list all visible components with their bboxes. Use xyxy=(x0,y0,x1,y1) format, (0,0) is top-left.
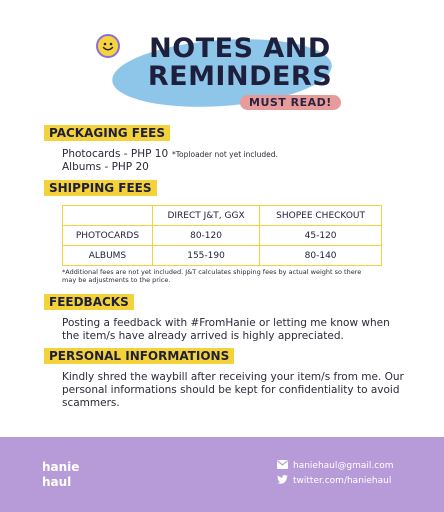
table-cell: 80-140 xyxy=(260,246,382,266)
shipping-note xyxy=(62,268,402,284)
mail-icon xyxy=(277,460,288,472)
brand-line-2: haul xyxy=(42,475,72,489)
brand-logo-text xyxy=(42,460,79,490)
table-header-cell: SHOPEE CHECKOUT xyxy=(260,206,382,226)
table-header-cell: DIRECT J&T, GGX xyxy=(152,206,259,226)
table-cell: 45-120 xyxy=(260,226,382,246)
table-row xyxy=(63,226,382,246)
table-header-row xyxy=(63,206,382,226)
packaging-photocards: Photocards - PHP 10 xyxy=(62,148,169,160)
table-row xyxy=(63,246,382,266)
table-cell: 155-190 xyxy=(152,246,259,266)
table-cell: PHOTOCARDS xyxy=(63,226,153,246)
personal-line-3: scammers. xyxy=(62,397,120,409)
brand-line-1: hanie xyxy=(42,460,80,474)
feedbacks-line-1: Posting a feedback with #FromHanie or letting me know when xyxy=(62,317,390,329)
must-read-badge: MUST READ! xyxy=(240,95,341,110)
twitter-icon xyxy=(277,475,288,487)
email-contact[interactable] xyxy=(277,460,393,472)
feedbacks-text xyxy=(62,317,390,343)
feedbacks-line-2: the item/s have already arrived is highly appreciated. xyxy=(62,330,344,342)
shipping-note-line-1: *Additional fees are not yet included. J&T calculates shipping fees by actual weight so there xyxy=(62,268,362,276)
feedbacks-heading: FEEDBACKS xyxy=(44,294,134,310)
shipping-fees-table xyxy=(62,205,382,266)
page-title xyxy=(130,35,350,91)
personal-info-heading: PERSONAL INFORMATIONS xyxy=(44,348,234,364)
table-cell: ALBUMS xyxy=(63,246,153,266)
packaging-fees-list xyxy=(62,148,168,174)
shipping-fees-heading: SHIPPING FEES xyxy=(44,180,157,196)
twitter-text[interactable]: twitter.com/haniehaul xyxy=(293,476,392,486)
toploader-note: *Toploader not yet included. xyxy=(172,150,278,159)
shipping-note-line-2: may be adjustments to the price. xyxy=(62,276,171,284)
personal-line-1: Kindly shred the waybill after receiving your item/s from me. Our xyxy=(62,371,404,383)
personal-line-2: personal informations should be kept for confidentiality to avoid xyxy=(62,384,400,396)
twitter-contact[interactable] xyxy=(277,475,391,487)
email-text[interactable]: haniehaul@gmail.com xyxy=(293,461,394,471)
title-line-1: NOTES AND xyxy=(149,33,331,64)
smiley-icon xyxy=(96,34,120,58)
packaging-fees-heading: PACKAGING FEES xyxy=(44,125,170,141)
table-cell: 80-120 xyxy=(152,226,259,246)
personal-info-text xyxy=(62,371,404,410)
packaging-albums: Albums - PHP 20 xyxy=(62,161,149,173)
title-line-2: REMINDERS xyxy=(147,61,333,92)
table-header-cell xyxy=(63,206,153,226)
